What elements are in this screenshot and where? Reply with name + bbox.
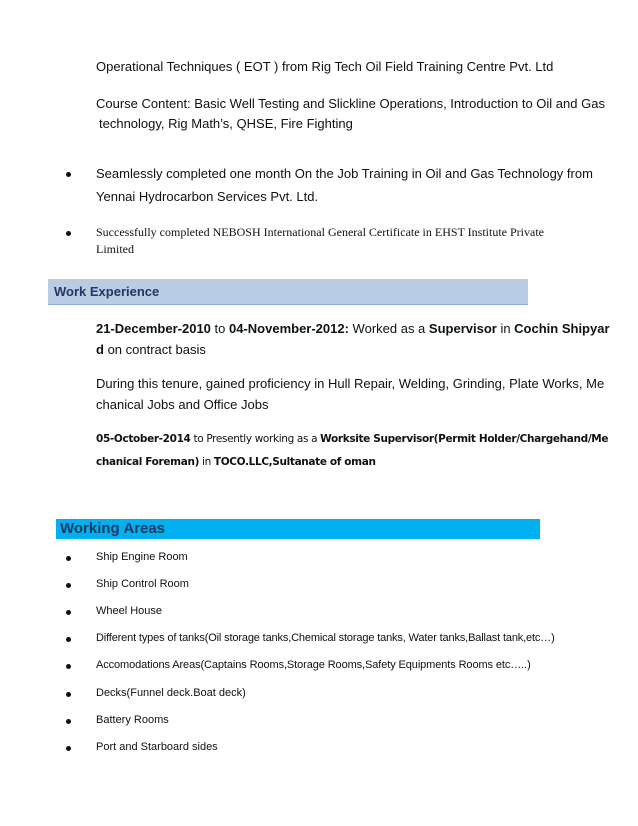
job2-text-b: in bbox=[199, 456, 214, 468]
job1-to-date: 04-November-2012: bbox=[228, 321, 349, 336]
job1-company-part1: Cochin Shipyar bbox=[514, 321, 610, 336]
job1-text-a: Worked as a bbox=[348, 321, 429, 336]
course-content-line-2: technology, Rig Math’s, QHSE, Fire Fighting bbox=[99, 116, 353, 131]
list-item: Ship Control Room bbox=[96, 578, 189, 590]
list-item: Battery Rooms bbox=[96, 714, 169, 726]
job2-role-part2: chanical Foreman) bbox=[96, 456, 200, 468]
bullet-icon bbox=[66, 637, 71, 642]
bullet-icon bbox=[66, 610, 71, 615]
work-experience-heading-band bbox=[48, 279, 528, 305]
job1-from-date: 21-December-2010 bbox=[96, 321, 211, 336]
job2-text-a: to Presently working as a bbox=[190, 433, 321, 445]
working-areas-heading: Working Areas bbox=[60, 520, 166, 537]
list-item: Decks(Funnel deck.Boat deck) bbox=[96, 687, 246, 699]
nebosh-line-2: Limited bbox=[96, 242, 134, 256]
job1-company-part2: d bbox=[96, 342, 104, 357]
job1-line-2 bbox=[96, 342, 206, 357]
tenure-line-2: chanical Jobs and Office Jobs bbox=[96, 397, 269, 412]
list-item: Ship Engine Room bbox=[96, 551, 188, 563]
ojt-line-1: Seamlessly completed one month On the Job Training in Oil and Gas Technology from bbox=[96, 166, 593, 181]
bullet-icon bbox=[66, 583, 71, 588]
job2-line-1 bbox=[96, 433, 608, 445]
bullet-icon bbox=[66, 692, 71, 697]
job2-company: TOCO.LLC,Sultanate of oman bbox=[213, 456, 376, 468]
bullet-icon bbox=[66, 556, 71, 561]
job2-line-2 bbox=[96, 456, 376, 468]
job2-role-part1: Worksite Supervisor(Permit Holder/Chargehand/Me bbox=[320, 433, 609, 445]
working-areas-heading-band bbox=[56, 519, 540, 539]
bullet-icon bbox=[66, 231, 71, 236]
list-item: Port and Starboard sides bbox=[96, 741, 218, 753]
course-content-line-1: Course Content: Basic Well Testing and Slickline Operations, Introduction to Oil and Gas bbox=[96, 96, 605, 111]
job1-line-1 bbox=[96, 321, 610, 336]
bullet-icon bbox=[66, 719, 71, 724]
work-experience-heading: Work Experience bbox=[54, 284, 160, 299]
job1-text-b: in bbox=[496, 321, 515, 336]
job1-role: Supervisor bbox=[428, 321, 497, 336]
bullet-icon bbox=[66, 746, 71, 751]
job1-to-word: to bbox=[210, 321, 229, 336]
list-item: Accomodations Areas(Captains Rooms,Storage Rooms,Safety Equipments Rooms etc…..) bbox=[96, 659, 531, 671]
nebosh-line-1: Successfully completed NEBOSH International General Certificate in EHST Institute Private bbox=[96, 225, 544, 239]
bullet-icon bbox=[66, 172, 71, 177]
eot-course-line: Operational Techniques ( EOT ) from Rig Tech Oil Field Training Centre Pvt. Ltd bbox=[96, 59, 554, 74]
tenure-line-1: During this tenure, gained proficiency in Hull Repair, Welding, Grinding, Plate Works, Me bbox=[96, 376, 605, 391]
job2-from-date: 05-October-2014 bbox=[96, 433, 191, 445]
list-item: Wheel House bbox=[96, 605, 163, 617]
bullet-icon bbox=[66, 664, 71, 669]
list-item: Different types of tanks(Oil storage tanks,Chemical storage tanks, Water tanks,Ballast tank,etc…) bbox=[96, 632, 555, 644]
job1-text-c: on contract basis bbox=[103, 342, 206, 357]
ojt-line-2: Yennai Hydrocarbon Services Pvt. Ltd. bbox=[96, 189, 319, 204]
